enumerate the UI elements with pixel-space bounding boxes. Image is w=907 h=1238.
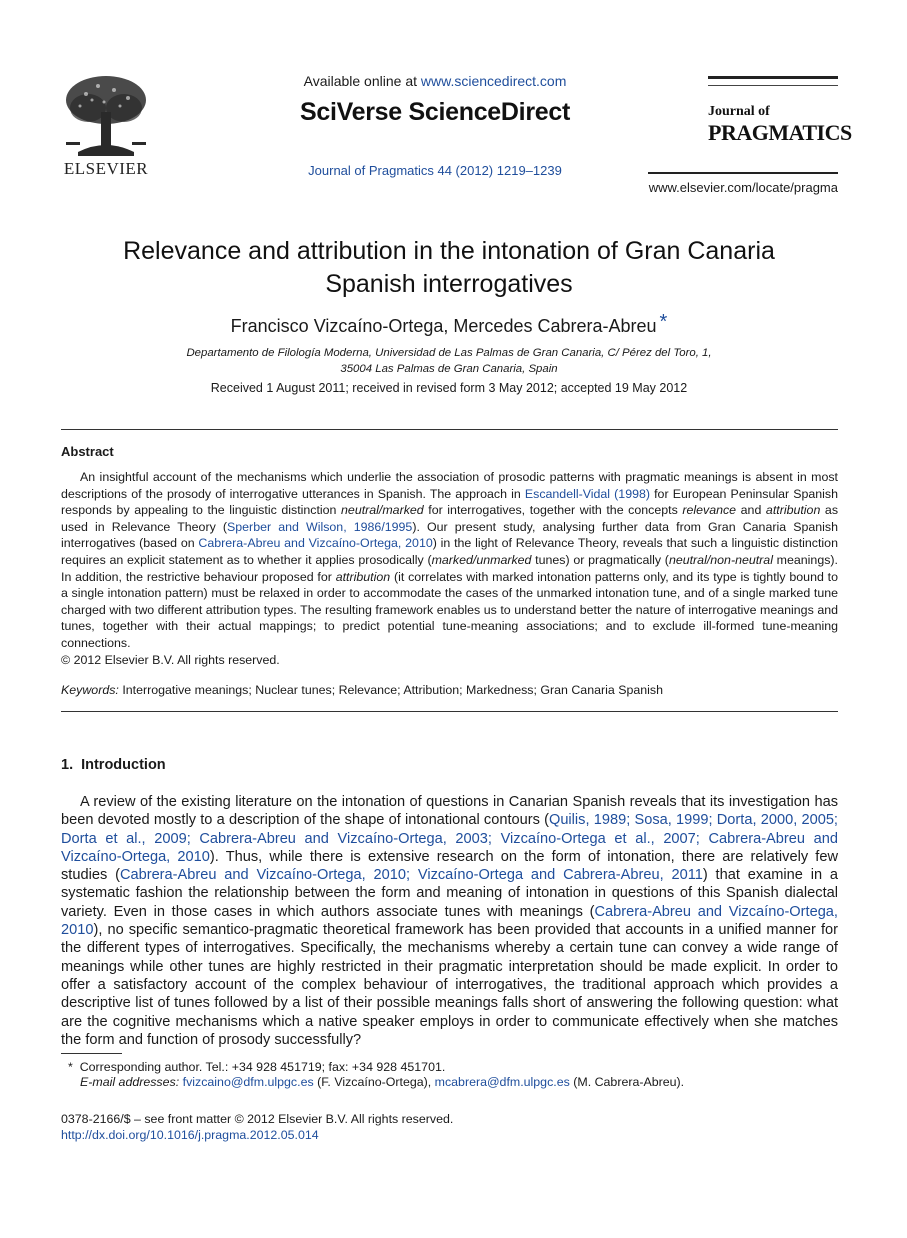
footnote-emails	[80, 1075, 684, 1089]
received-dates: Received 1 August 2011; received in revised form 3 May 2012; accepted 19 May 2012	[210, 381, 688, 395]
section-title: Introduction	[81, 757, 166, 773]
abstract-copyright: © 2012 Elsevier B.V. All rights reserved.	[61, 653, 280, 667]
email-name: (F. Vizcaíno-Ortega),	[313, 1075, 435, 1089]
article-authors	[60, 311, 838, 337]
ref-group-contours[interactable]: Quilis, 1989; Sosa, 1999; Dorta, 2000, 2005; Dorta et al., 2009; Cabrera-Abreu and Vizcaíno-Ortega, 2003; Vizcaíno-Ortega et al., 2007; Cabrera-Abreu and Vizcaíno-Ortega, 2010	[61, 812, 838, 865]
footnote-marker: *	[68, 1060, 73, 1074]
abstract-italic: relevance	[682, 503, 737, 518]
issn-line: 0378-2166/$ – see front matter © 2012 Elsevier B.V. All rights reserved.	[61, 1112, 454, 1126]
journal-top-rule-thin	[708, 85, 838, 86]
journal-citation[interactable]: Journal of Pragmatics 44 (2012) 1219–1239	[308, 163, 562, 178]
ref-sperber-wilson[interactable]: Sperber and Wilson, 1986/1995	[227, 519, 413, 534]
intro-text: ) that examine in a systematic fashion the relationship between the form and meaning of intonation in questions of this Spanish dialectal variety. Even in those cases in which authors associate tunes with meanings (	[61, 867, 839, 920]
introduction-body	[61, 793, 838, 1049]
ref-group-studies[interactable]: Cabrera-Abreu and Vizcaíno-Ortega, 2010; Vizcaíno-Ortega and Cabrera-Abreu, 2011	[119, 867, 703, 884]
affiliation-line2: 35004 Las Palmas de Gran Canaria, Spain	[340, 363, 558, 375]
abstract-text: tunes) or pragmatically (	[531, 552, 669, 567]
platform-name: SciVerse ScienceDirect	[300, 98, 570, 126]
abstract-text: ). Our present study, analysing further data from Gran Canaria Spanish interrogatives (based on	[61, 519, 838, 551]
journal-url[interactable]: www.elsevier.com/locate/pragma	[648, 180, 838, 195]
email-name: (M. Cabrera-Abreu).	[569, 1075, 685, 1089]
introduction-paragraph	[61, 793, 838, 1049]
abstract-text: for European Peninsular Spanish responds by appealing to the linguistic distinction	[61, 486, 838, 518]
publisher-name: ELSEVIER	[63, 159, 149, 178]
section-heading-introduction	[61, 757, 166, 773]
email-link-vizcaino[interactable]: fvizcaino@dfm.ulpgc.es	[182, 1075, 314, 1089]
abstract-text: for interrogatives, together with the concepts	[423, 503, 683, 518]
abstract-text: An insightful account of the mechanisms which underlie the association of prosodic patterns with pragmatic meanings is absent in most descriptions of the prosody of interrogative utterances in Spanish. The approach in	[61, 470, 838, 501]
sciencedirect-link[interactable]: www.sciencedirect.com	[420, 73, 567, 89]
article-title-line1: Relevance and attribution in the intonation of Gran Canaria	[123, 237, 775, 265]
abstract-text: meanings). In addition, the restrictive behaviour proposed for	[61, 552, 838, 584]
email-link-cabrera[interactable]: mcabrera@dfm.ulpgc.es	[434, 1075, 570, 1089]
abstract-italic: attribution	[765, 503, 821, 518]
article-title-line2: Spanish interrogatives	[325, 270, 573, 298]
footnote-rule	[61, 1053, 122, 1054]
corresponding-author-marker[interactable]: *	[659, 311, 668, 333]
keywords-label: Keywords:	[61, 683, 119, 697]
section-number: 1.	[61, 757, 74, 773]
available-online	[240, 73, 630, 89]
intro-text: ). Thus, while there is extensive research on the form of intonation, there are relatively few studies (	[61, 848, 838, 884]
doi-link[interactable]: http://dx.doi.org/10.1016/j.pragma.2012.05.014	[61, 1128, 319, 1142]
ref-escandell-vidal[interactable]: Escandell-Vidal (1998)	[524, 486, 650, 501]
abstract-text: as used in Relevance Theory (	[61, 503, 839, 534]
abstract-italic: neutral/marked	[341, 503, 424, 518]
abstract-heading: Abstract	[61, 444, 114, 459]
abstract-italic: marked/unmarked	[431, 552, 532, 567]
email-label: E-mail addresses:	[80, 1075, 180, 1089]
abstract-text: and	[736, 503, 766, 518]
footnote-corresponding	[68, 1060, 445, 1074]
keywords-list: Interrogative meanings; Nuclear tunes; Relevance; Attribution; Markedness; Gran Canaria Spanish	[122, 683, 663, 697]
ref-cabrera-abreu-2010[interactable]: Cabrera-Abreu and Vizcaíno-Ortega, 2010	[198, 536, 433, 551]
journal-top-rule	[708, 76, 838, 79]
keywords	[61, 683, 838, 697]
abstract-text: (it correlates with marked intonation patterns only, and its type is tightly bound to a single intonation pattern) must be relaxed in order to accommodate the cases of the unmarked intonation tune, and of a single marked tune charged with two different attribution types. The resulting framework enables us to understand better the nature of interrogative meanings and tunes, together with their actual mappings; to predict potential tune-meaning associations; and to exclude ill-formed tune-meaning connections.	[61, 569, 839, 650]
abstract-paragraph	[61, 469, 838, 652]
intro-text: ), no specific semantico-pragmatic theoretical framework has been provided that accounts in a unified manner for the different types of interrogatives. Specifically, the mechanisms whereby a certain tune can convey a wide range of meanings while other tunes are highly restricted in their pragmatic interpretation should be made explicit. In order to offer a satisfactory account of the complex behaviour of interrogatives, the traditional approach which provides a descriptive list of tunes followed by a list of their possible meanings falls short of answering the following question: what are the cognitive mechanisms which a native speaker employs in order to communicate effectively when she matches the form and function of prosody successfully?	[61, 922, 838, 1048]
available-prefix: Available online at	[303, 73, 421, 89]
journal-logo-line1: Journal of	[708, 104, 770, 119]
journal-bottom-rule	[648, 172, 838, 174]
affiliation-line1: Departamento de Filología Moderna, Universidad de Las Palmas de Gran Canaria, C/ Pérez del Toro, 1,	[186, 347, 712, 359]
abstract-text: ) in the light of Relevance Theory, reveals that such a linguistic distinction requires an explicit statement as to whether it applies prosodically (	[61, 536, 838, 567]
author-names: Francisco Vizcaíno-Ortega, Mercedes Cabrera-Abreu	[230, 316, 657, 336]
abstract-italic: attribution	[335, 569, 391, 584]
ref-cabrera-abreu-2010-intro[interactable]: Cabrera-Abreu and Vizcaíno-Ortega, 2010	[61, 903, 838, 939]
journal-logo-line2: PRAGMATICS	[708, 120, 852, 145]
footnote-corresponding-text: Corresponding author. Tel.: +34 928 451719; fax: +34 928 451701.	[79, 1060, 446, 1074]
abstract-top-rule	[61, 429, 838, 430]
abstract-body	[61, 469, 838, 652]
intro-text: A review of the existing literature on the intonation of questions in Canarian Spanish reveals that its investigation has been devoted mostly to a description of the shape of intonational contours (	[61, 794, 838, 829]
article-title	[60, 235, 838, 301]
abstract-bottom-rule	[61, 711, 838, 712]
affiliation	[60, 345, 838, 377]
abstract-italic: neutral/non-neutral	[668, 552, 773, 567]
